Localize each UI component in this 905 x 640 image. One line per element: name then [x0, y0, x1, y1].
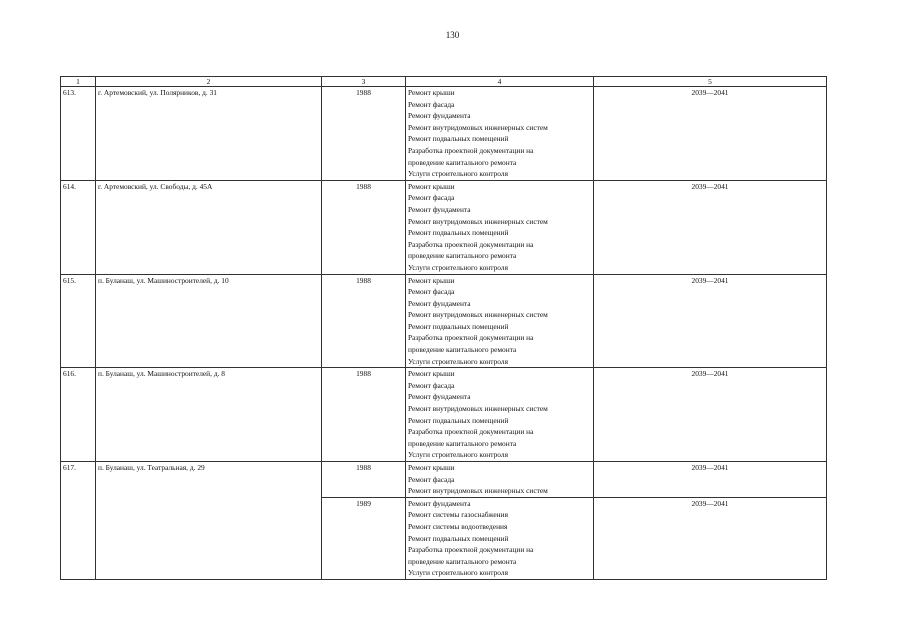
work-item: Ремонт фундамента: [408, 392, 471, 402]
work-item: Ремонт подвальных помещений: [408, 533, 509, 543]
work-item: Ремонт крыши: [408, 463, 455, 472]
work-item: Услуги строительного контроля: [408, 169, 508, 179]
work-item: Ремонт фундамента: [408, 204, 471, 214]
address-cell: п. Буланаш, ул. Театральная, д. 29: [96, 462, 322, 580]
work-item: Разработка проектной документации на: [408, 427, 534, 437]
work-item: Ремонт фасада: [408, 99, 455, 109]
table-row: [61, 180, 827, 274]
address-cell: г. Артемовский, ул. Свободы, д. 45А: [96, 180, 322, 274]
work-item: Ремонт подвальных помещений: [408, 134, 509, 144]
period-cell: 2039—2041: [594, 180, 827, 274]
period-cell: 2039—2041: [594, 497, 827, 579]
work-item: Услуги строительного контроля: [408, 568, 508, 578]
page-number: 130: [445, 30, 460, 40]
work-item: Услуги строительного контроля: [408, 450, 508, 460]
column-header-1: 1: [61, 77, 96, 87]
work-item: Ремонт внутридомовых инженерных систем: [408, 122, 548, 132]
work-item: Ремонт крыши: [408, 181, 455, 191]
work-item: Ремонт крыши: [408, 88, 455, 97]
work-item: проведение капитального ремонта: [408, 157, 517, 167]
work-item: Ремонт фасада: [408, 474, 455, 484]
work-item: Ремонт фундамента: [408, 298, 471, 308]
address-cell: п. Буланаш, ул. Машиностроителей, д. 8: [96, 368, 322, 462]
work-item: Ремонт фасада: [408, 287, 455, 297]
works-cell: [406, 368, 594, 462]
year-cell: 1988: [322, 462, 406, 498]
work-item: Разработка проектной документации на: [408, 145, 534, 155]
work-item: Ремонт подвальных помещений: [408, 228, 509, 238]
work-item: Ремонт крыши: [408, 369, 455, 379]
work-item: Ремонт системы водоотведения: [408, 521, 508, 531]
works-cell: [406, 87, 594, 181]
capital-repair-table: [60, 76, 827, 580]
header-row: [61, 77, 827, 87]
address-cell: г. Артемовский, ул. Полярников, д. 31: [96, 87, 322, 181]
period-cell: 2039—2041: [594, 87, 827, 181]
table-row: [61, 274, 827, 368]
row-number: 614.: [61, 180, 96, 274]
row-number: 617.: [61, 462, 96, 580]
work-item: проведение капитального ремонта: [408, 438, 517, 448]
work-item: Ремонт крыши: [408, 275, 455, 285]
table-row: [61, 87, 827, 181]
address-cell: п. Буланаш, ул. Машиностроителей, д. 10: [96, 274, 322, 368]
table-row: [61, 368, 827, 462]
work-item: Разработка проектной документации на: [408, 333, 534, 343]
column-header-3: 3: [322, 77, 406, 87]
work-item: Ремонт внутридомовых инженерных систем: [408, 404, 548, 414]
column-header-4: 4: [406, 77, 594, 87]
year-cell: 1988: [322, 180, 406, 274]
works-cell: [406, 462, 594, 498]
table-row: [61, 462, 827, 498]
work-item: проведение капитального ремонта: [408, 556, 517, 566]
period-cell: 2039—2041: [594, 462, 827, 498]
work-item: Ремонт фундамента: [408, 498, 471, 508]
work-item: Ремонт внутридомовых инженерных систем: [408, 216, 548, 226]
works-cell: [406, 497, 594, 579]
work-item: Ремонт системы газоснабжения: [408, 510, 508, 520]
work-item: Услуги строительного контроля: [408, 356, 508, 366]
work-item: Ремонт подвальных помещений: [408, 415, 509, 425]
work-item: проведение капитального ремонта: [408, 251, 517, 261]
row-number: 613.: [61, 87, 96, 181]
work-item: Разработка проектной документации на: [408, 239, 534, 249]
row-number: 615.: [61, 274, 96, 368]
work-item: Разработка проектной документации на: [408, 545, 534, 555]
works-cell: [406, 180, 594, 274]
work-item: проведение капитального ремонта: [408, 345, 517, 355]
column-header-5: 5: [594, 77, 827, 87]
work-item: Ремонт подвальных помещений: [408, 321, 509, 331]
work-item: Услуги строительного контроля: [408, 262, 508, 272]
work-item: Ремонт фундамента: [408, 111, 471, 121]
period-cell: 2039—2041: [594, 368, 827, 462]
works-cell: [406, 274, 594, 368]
year-cell: 1988: [322, 368, 406, 462]
work-item: Ремонт внутридомовых инженерных систем: [408, 310, 548, 320]
work-item: Ремонт фасада: [408, 193, 455, 203]
column-header-2: 2: [96, 77, 322, 87]
year-cell: 1988: [322, 87, 406, 181]
row-number: 616.: [61, 368, 96, 462]
work-item: Ремонт фасада: [408, 380, 455, 390]
year-cell: 1989: [322, 497, 406, 579]
year-cell: 1988: [322, 274, 406, 368]
work-item: Ремонт внутридомовых инженерных систем: [408, 486, 548, 496]
period-cell: 2039—2041: [594, 274, 827, 368]
